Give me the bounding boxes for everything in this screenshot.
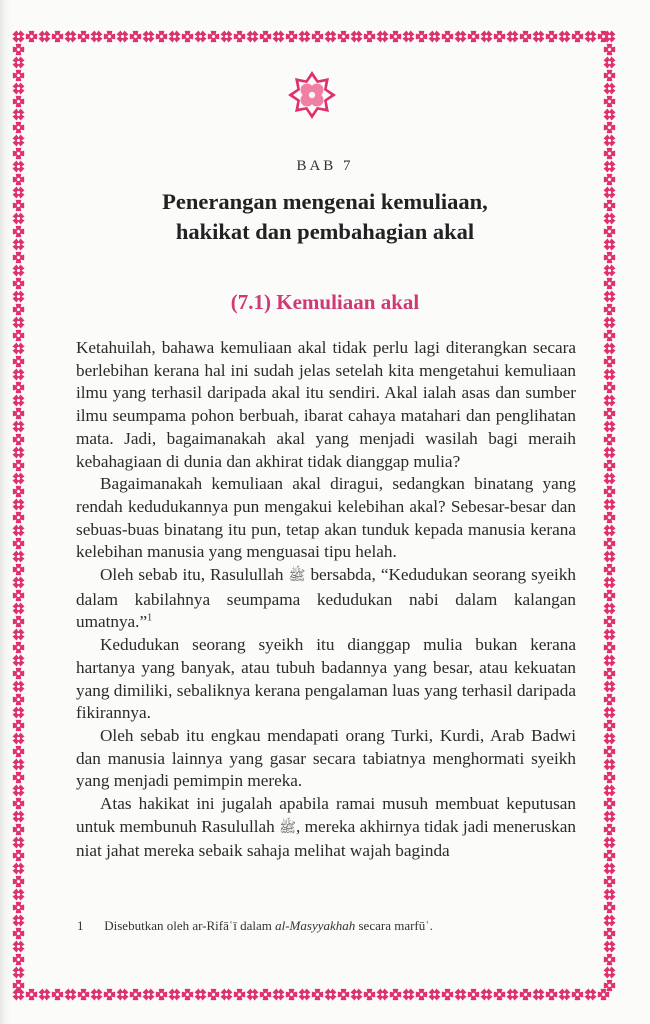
footnote-number: 1 <box>77 918 84 933</box>
border-motif <box>603 769 616 786</box>
border-motif <box>169 31 181 43</box>
border-motif <box>603 119 616 136</box>
border-motif <box>12 249 25 266</box>
border-motif <box>13 603 25 615</box>
border-motif <box>603 327 616 344</box>
border-motif <box>603 665 616 682</box>
border-motif <box>75 988 92 1001</box>
border-motif <box>403 989 415 1001</box>
border-motif <box>604 655 616 667</box>
border-motif <box>604 31 616 43</box>
border-motif <box>604 317 616 329</box>
border-motif <box>604 135 616 147</box>
border-motif <box>439 30 456 43</box>
border-motif <box>559 989 571 1001</box>
border-motif <box>13 57 25 69</box>
border-motif <box>604 889 616 901</box>
flower-ornament-icon <box>287 70 337 120</box>
border-motif <box>603 691 616 708</box>
chapter-title <box>100 187 550 247</box>
border-motif <box>603 743 616 760</box>
border-motif <box>13 577 25 589</box>
border-motif <box>12 691 25 708</box>
border-motif <box>231 30 248 43</box>
border-motif <box>13 187 25 199</box>
border-motif <box>361 988 378 1001</box>
border-motif <box>604 603 616 615</box>
paragraph-text: Oleh sebab itu, Rasulullah <box>100 565 284 585</box>
border-motif <box>569 30 586 43</box>
border-motif <box>603 457 616 474</box>
border-motif <box>543 30 560 43</box>
border-motif <box>604 447 616 459</box>
border-motif <box>75 30 92 43</box>
border-motif <box>403 31 415 43</box>
border-motif <box>195 31 207 43</box>
border-motif <box>603 925 616 942</box>
paragraph-text: , mereka akhirnya tidak jadi meneruskan niat jahat mereka sebaik sahaja melihat wajah baginda <box>76 816 576 861</box>
footnote-book-title: al-Masyyakhah <box>275 918 356 933</box>
border-motif <box>387 30 404 43</box>
paragraph <box>76 793 576 863</box>
body-text <box>76 337 576 863</box>
paragraph: Bagaimanakah kemuliaan akal diragui, sedangkan binatang yang rendah kedudukannya pun mengakui kelebihan akal? Sebesar-besar dan sebuas-buas binatang itu pun, tetap akan tunduk kepada manusia kerana kelebihan manusia yang menguasai tipu helah. <box>76 474 576 562</box>
border-motif <box>12 561 25 578</box>
border-motif <box>585 31 597 43</box>
border-motif <box>13 811 25 823</box>
footnote <box>77 918 557 934</box>
border-motif <box>12 873 25 890</box>
border-motif <box>603 197 616 214</box>
border-motif <box>603 873 616 890</box>
border-motif <box>603 535 616 552</box>
border-motif <box>604 707 616 719</box>
border-motif <box>12 717 25 734</box>
border-motif <box>603 431 616 448</box>
border-motif <box>12 41 25 58</box>
border-motif <box>335 30 352 43</box>
border-motif <box>273 31 285 43</box>
border-motif <box>12 119 25 136</box>
border-motif <box>455 31 467 43</box>
border-motif <box>604 187 616 199</box>
border-motif <box>604 629 616 641</box>
border-motif <box>49 988 66 1001</box>
border-motif <box>604 83 616 95</box>
border-motif <box>325 31 337 43</box>
border-motif <box>127 988 144 1001</box>
border-motif <box>604 837 616 849</box>
border-motif <box>603 847 616 864</box>
border-motif <box>413 30 430 43</box>
border-motif <box>13 941 25 953</box>
border-motif <box>13 837 25 849</box>
decorative-border-right <box>603 30 616 1001</box>
decorative-border-left <box>12 30 25 1001</box>
border-motif <box>12 535 25 552</box>
border-motif <box>195 989 207 1001</box>
border-motif <box>12 899 25 916</box>
section-heading: (7.1) Kemuliaan akal <box>230 290 420 314</box>
border-motif <box>91 989 103 1001</box>
border-motif <box>603 483 616 500</box>
border-motif <box>604 421 616 433</box>
border-motif <box>351 989 363 1001</box>
border-motif <box>12 67 25 84</box>
border-motif <box>299 989 311 1001</box>
border-motif <box>65 31 77 43</box>
paragraph: Ketahuilah, bahawa kemuliaan akal tidak perlu lagi diterangkan secara berlebihan kerana hal ini sudah jelas setelah kita mengetahui kemuliaan ilmu yang terhasil daripada akal itu sendiri. Akal ialah asas dan sumber ilmu seumpama pohon berbuah, ibarat cahaya matahari dan penglihatan mata. Jadi, bagaimanakah akal yang menjadi wasilah bagi meraih kebahagiaan di dunia dan akhirat tidak dianggap mulia? <box>76 338 576 471</box>
border-motif <box>604 213 616 225</box>
border-motif <box>325 989 337 1001</box>
border-motif <box>12 93 25 110</box>
paragraph: Oleh sebab itu engkau mendapati orang Turki, Kurdi, Arab Badwi dan manusia lainnya yang gasar secara tabiatnya menghormati syeikh yang menjadi pemimpin mereka. <box>76 725 576 791</box>
border-motif <box>604 343 616 355</box>
border-motif <box>13 317 25 329</box>
decorative-border-top <box>12 30 616 43</box>
border-motif <box>65 989 77 1001</box>
paragraph <box>76 564 576 634</box>
border-motif <box>351 31 363 43</box>
border-motif <box>13 343 25 355</box>
border-motif <box>39 31 51 43</box>
border-motif <box>117 31 129 43</box>
border-motif <box>13 967 25 979</box>
border-motif <box>13 785 25 797</box>
border-motif <box>101 30 118 43</box>
border-motif <box>23 988 40 1001</box>
border-motif <box>543 988 560 1001</box>
border-motif <box>12 405 25 422</box>
chapter-label: BAB 7 <box>296 158 354 174</box>
border-motif <box>13 629 25 641</box>
border-motif <box>283 30 300 43</box>
border-motif <box>12 431 25 448</box>
border-motif <box>221 989 233 1001</box>
border-motif <box>12 327 25 344</box>
border-motif <box>13 395 25 407</box>
border-motif <box>221 31 233 43</box>
border-motif <box>603 977 616 994</box>
decorative-border-bottom <box>12 988 616 1001</box>
border-motif <box>12 457 25 474</box>
border-motif <box>273 989 285 1001</box>
border-motif <box>179 988 196 1001</box>
border-motif <box>247 989 259 1001</box>
border-motif <box>604 525 616 537</box>
border-motif <box>153 988 170 1001</box>
border-motif <box>603 951 616 968</box>
border-motif <box>491 988 508 1001</box>
border-motif <box>12 769 25 786</box>
border-motif <box>283 988 300 1001</box>
border-motif <box>39 989 51 1001</box>
border-motif <box>559 31 571 43</box>
border-motif <box>12 847 25 864</box>
border-motif <box>12 587 25 604</box>
border-motif <box>309 988 326 1001</box>
border-motif <box>604 109 616 121</box>
border-motif <box>517 988 534 1001</box>
border-motif <box>23 30 40 43</box>
border-motif <box>13 499 25 511</box>
border-motif <box>603 717 616 734</box>
border-motif <box>455 989 467 1001</box>
border-motif <box>603 379 616 396</box>
border-motif <box>604 499 616 511</box>
border-motif <box>377 989 389 1001</box>
border-motif <box>13 109 25 121</box>
border-motif <box>231 988 248 1001</box>
border-motif <box>465 988 482 1001</box>
border-motif <box>13 889 25 901</box>
border-motif <box>603 613 616 630</box>
border-motif <box>12 977 25 994</box>
border-motif <box>604 733 616 745</box>
border-motif <box>604 941 616 953</box>
border-motif <box>13 525 25 537</box>
border-motif <box>361 30 378 43</box>
border-motif <box>13 135 25 147</box>
border-motif <box>13 265 25 277</box>
border-motif <box>12 925 25 942</box>
border-motif <box>12 379 25 396</box>
border-motif <box>179 30 196 43</box>
border-motif <box>429 31 441 43</box>
border-motif <box>604 395 616 407</box>
border-motif <box>604 759 616 771</box>
border-motif <box>429 989 441 1001</box>
border-motif <box>205 30 222 43</box>
border-motif <box>604 681 616 693</box>
border-motif <box>13 31 25 43</box>
salawat-symbol-icon: ﷺ <box>288 569 306 585</box>
border-motif <box>603 353 616 370</box>
border-motif <box>127 30 144 43</box>
border-motif <box>377 31 389 43</box>
border-motif <box>335 988 352 1001</box>
border-motif <box>101 988 118 1001</box>
border-motif <box>299 31 311 43</box>
border-motif <box>13 421 25 433</box>
border-motif <box>153 30 170 43</box>
border-motif <box>604 811 616 823</box>
border-motif <box>604 57 616 69</box>
border-motif <box>257 988 274 1001</box>
footnote-text: secara marfūʿ. <box>358 918 433 933</box>
border-motif <box>13 915 25 927</box>
chapter-title-line-1: Penerangan mengenai kemuliaan, <box>162 189 488 214</box>
border-motif <box>13 239 25 251</box>
chapter-title-line-2: hakikat dan pembahagian akal <box>175 219 475 244</box>
border-motif <box>585 989 597 1001</box>
border-motif <box>604 577 616 589</box>
border-motif <box>481 989 493 1001</box>
border-motif <box>481 31 493 43</box>
border-motif <box>533 31 545 43</box>
border-motif <box>12 951 25 968</box>
border-motif <box>603 249 616 266</box>
border-motif <box>507 31 519 43</box>
border-motif <box>13 473 25 485</box>
border-motif <box>49 30 66 43</box>
border-motif <box>604 265 616 277</box>
border-motif <box>603 405 616 422</box>
border-motif <box>533 989 545 1001</box>
border-motif <box>309 30 326 43</box>
border-motif <box>13 83 25 95</box>
border-motif <box>13 707 25 719</box>
border-motif <box>13 863 25 875</box>
border-motif <box>169 989 181 1001</box>
border-motif <box>91 31 103 43</box>
border-motif <box>205 988 222 1001</box>
border-motif <box>604 551 616 563</box>
border-motif <box>604 967 616 979</box>
border-motif <box>13 733 25 745</box>
paragraph-text: bersabda, “Kedudukan seorang syeikh dalam kabilahnya seumpama kedudukan nabi dalam kalangan umatnya.” <box>76 565 576 632</box>
border-motif <box>603 821 616 838</box>
border-motif <box>603 639 616 656</box>
border-motif <box>12 223 25 240</box>
border-motif <box>13 447 25 459</box>
border-motif <box>12 483 25 500</box>
border-motif <box>603 561 616 578</box>
border-motif <box>12 613 25 630</box>
border-motif <box>12 197 25 214</box>
border-motif <box>117 989 129 1001</box>
border-motif <box>491 30 508 43</box>
border-motif <box>13 655 25 667</box>
border-motif <box>603 41 616 58</box>
border-motif <box>413 988 430 1001</box>
border-motif <box>603 223 616 240</box>
border-motif <box>507 989 519 1001</box>
border-motif <box>12 795 25 812</box>
border-motif <box>143 989 155 1001</box>
border-motif <box>604 473 616 485</box>
border-motif <box>257 30 274 43</box>
border-motif <box>13 759 25 771</box>
border-motif <box>13 369 25 381</box>
paragraph-text: Atas hakikat ini jugalah apabila ramai musuh membuat keputusan untuk membunuh Rasulullah <box>76 794 576 836</box>
border-motif <box>603 67 616 84</box>
border-motif <box>465 30 482 43</box>
border-motif <box>604 239 616 251</box>
border-motif <box>143 31 155 43</box>
border-motif <box>387 988 404 1001</box>
border-motif <box>517 30 534 43</box>
salawat-symbol-icon: ﷺ <box>279 820 297 836</box>
border-motif <box>12 665 25 682</box>
footnote-reference[interactable]: 1 <box>147 612 153 624</box>
paragraph: Kedudukan seorang syeikh itu dianggap mulia bukan kerana hartanya yang banyak, atau tubuh badannya yang besar, atau kekuatan yang dimiliki, sebaliknya kerana pengalaman luas yang terhasil daripada fikirannya. <box>76 635 576 723</box>
border-motif <box>12 353 25 370</box>
border-motif <box>13 551 25 563</box>
border-motif <box>603 899 616 916</box>
border-motif <box>12 509 25 526</box>
border-motif <box>12 639 25 656</box>
border-motif <box>603 795 616 812</box>
border-motif <box>247 31 259 43</box>
footnote-text: Disebutkan oleh ar-Rifāʿī dalam <box>104 918 272 933</box>
border-motif <box>13 213 25 225</box>
border-motif <box>603 509 616 526</box>
border-motif <box>604 863 616 875</box>
border-motif <box>569 988 586 1001</box>
border-motif <box>603 93 616 110</box>
border-motif <box>604 369 616 381</box>
border-motif <box>604 785 616 797</box>
border-motif <box>439 988 456 1001</box>
border-motif <box>603 587 616 604</box>
border-motif <box>12 821 25 838</box>
border-motif <box>13 681 25 693</box>
border-motif <box>12 743 25 760</box>
border-motif <box>604 915 616 927</box>
